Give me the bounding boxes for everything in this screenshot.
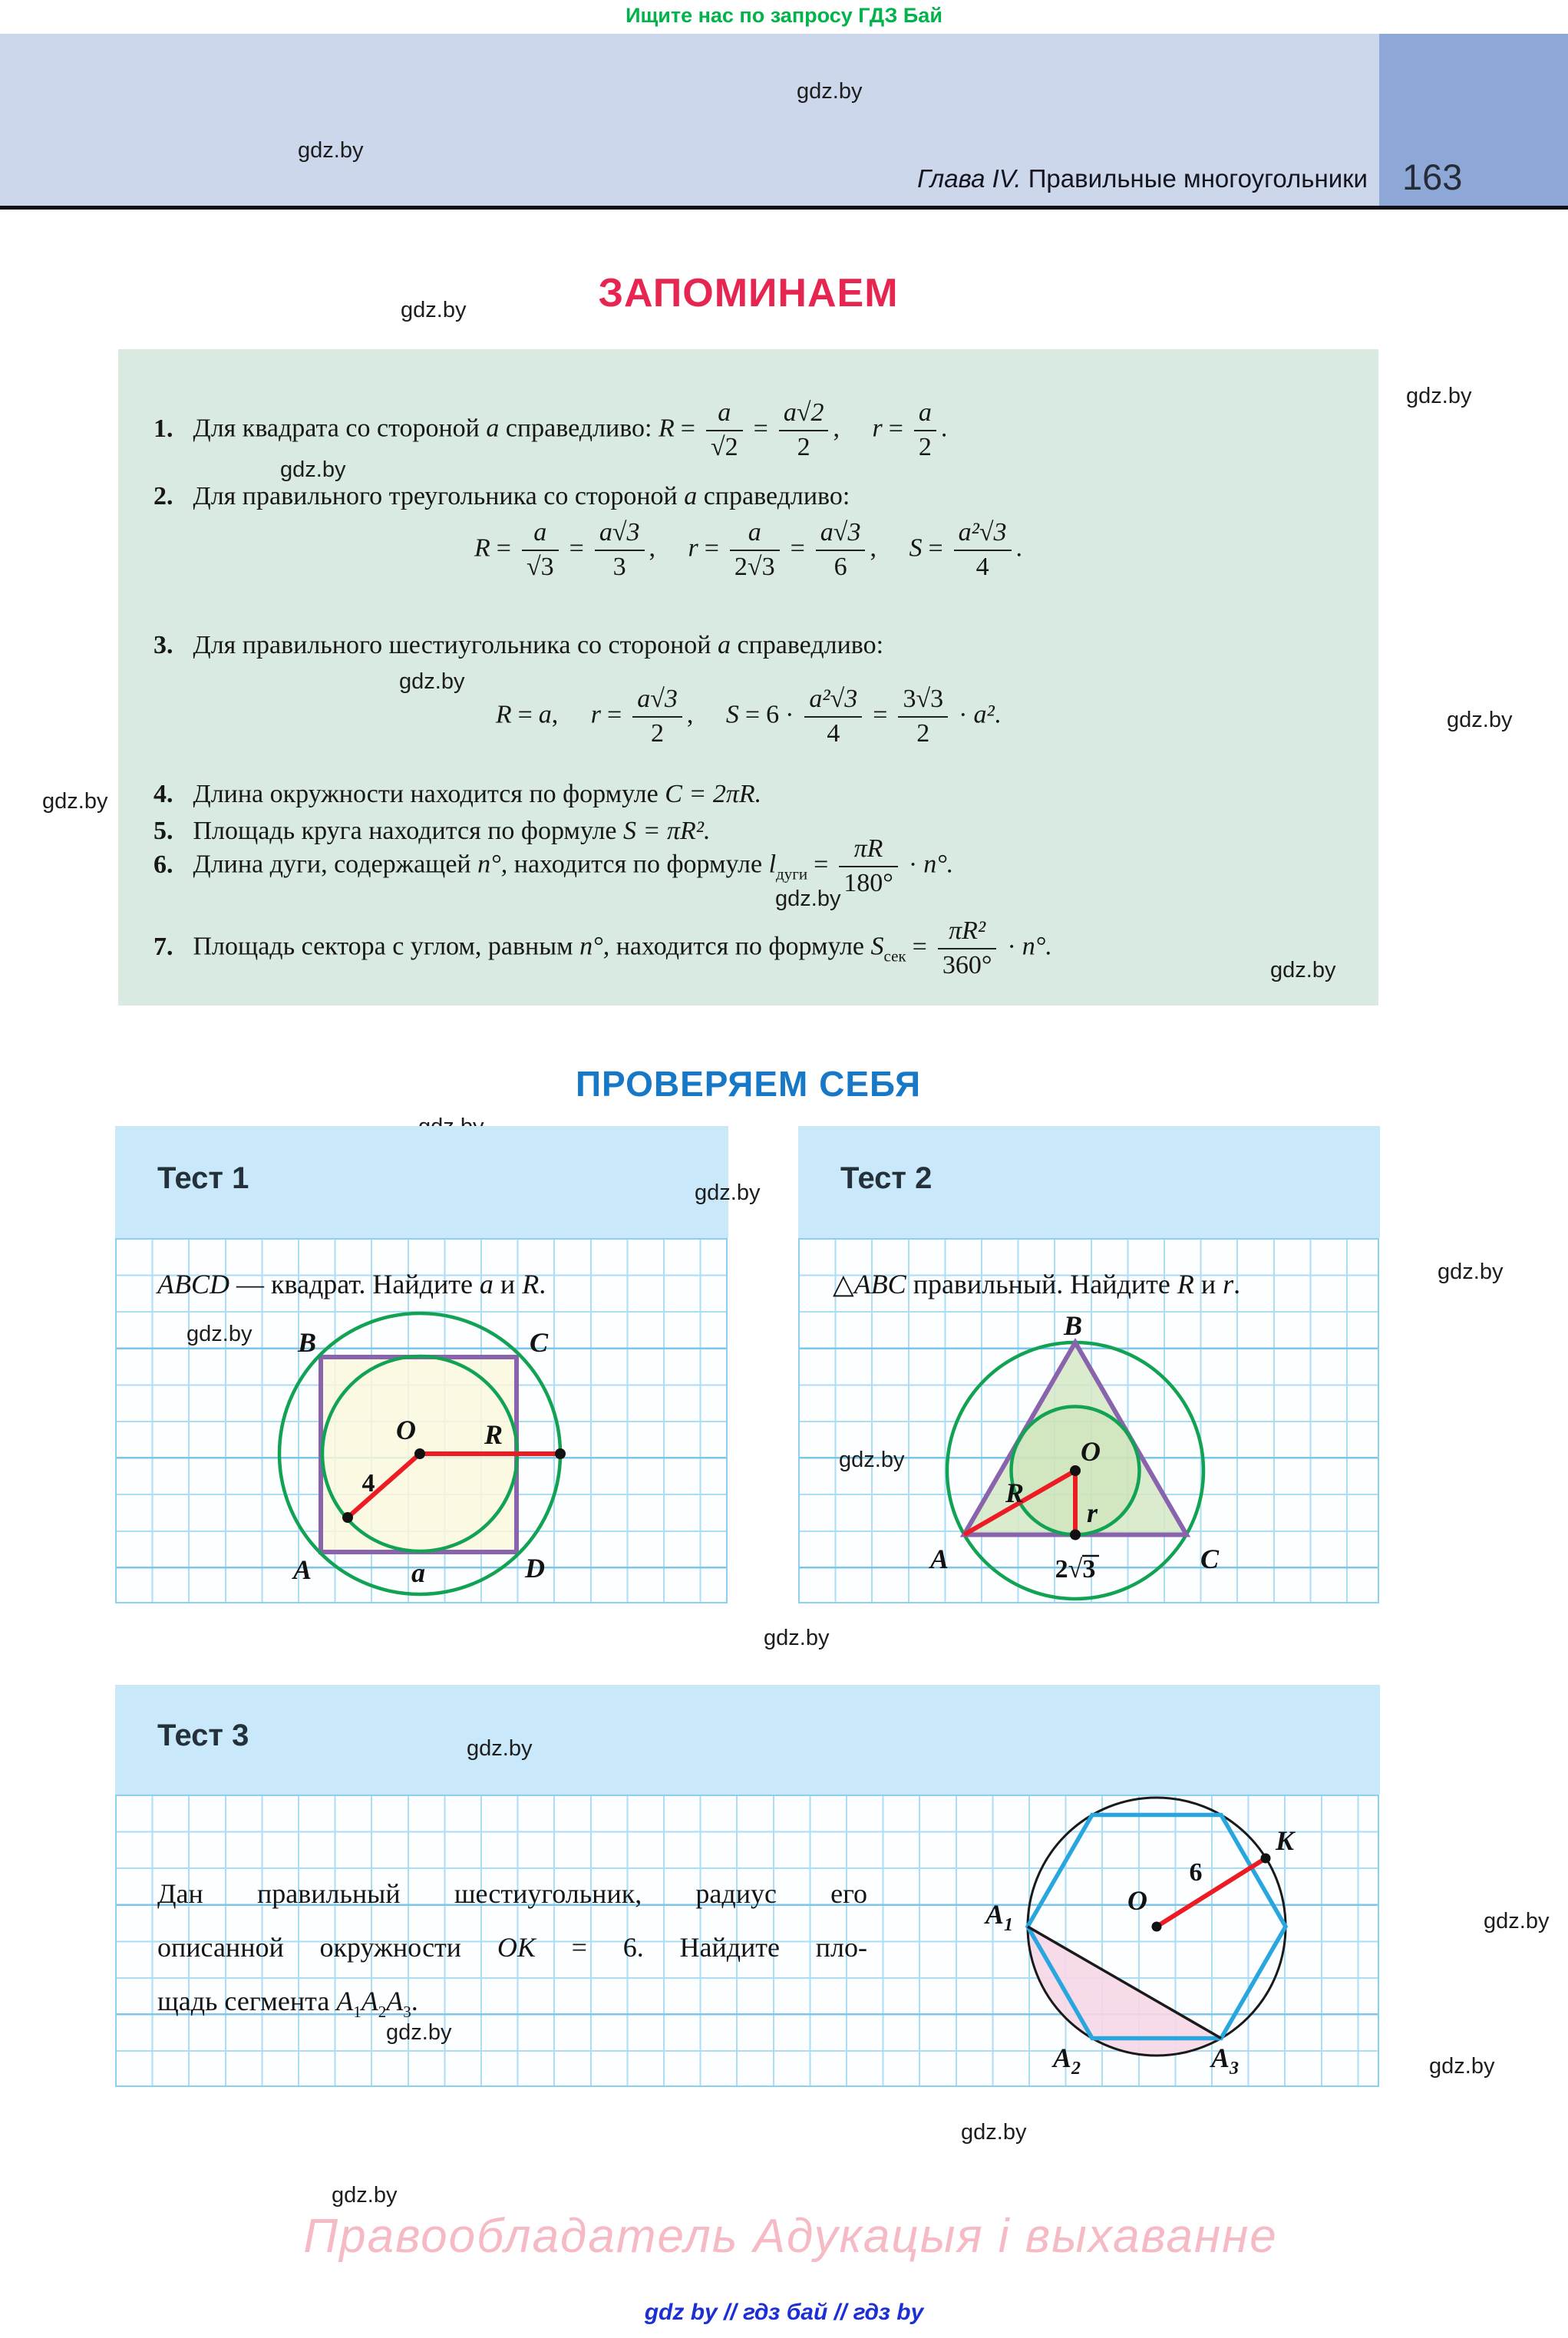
comma: ,	[551, 700, 559, 729]
label-O: O	[396, 1415, 416, 1445]
numerator: a²√3	[958, 518, 1007, 547]
item-text: Длина окружности находится по формуле	[193, 780, 665, 808]
var-R: R	[495, 700, 512, 729]
var-n: n°,	[579, 932, 610, 961]
equals: =	[496, 533, 511, 563]
fraction	[816, 519, 866, 581]
memo-item-1	[153, 399, 947, 461]
denominator: 2	[914, 430, 936, 462]
header-divider	[0, 206, 1568, 210]
point-dot	[555, 1448, 566, 1459]
watermark: gdz.by	[42, 789, 108, 814]
var-n: n°.	[1022, 932, 1052, 961]
item-text: справедливо:	[730, 631, 884, 659]
numerator: πR²	[949, 916, 986, 945]
item-number: 1.	[153, 414, 173, 443]
subscript-1: 1	[353, 2003, 361, 2021]
label-r: r	[1087, 1498, 1098, 1528]
period: .	[940, 414, 948, 443]
numerator: a	[718, 398, 731, 427]
var-R: R	[658, 414, 675, 443]
fraction	[914, 399, 936, 461]
label-R: R	[484, 1419, 503, 1450]
var-S: S	[909, 533, 923, 563]
var-n: n°.	[923, 850, 954, 879]
subscript: дуги	[776, 864, 808, 883]
numerator: a²√3	[809, 685, 858, 713]
var-a-squared: a²	[973, 700, 995, 729]
test1-header	[115, 1126, 728, 1238]
denominator: 2	[898, 716, 948, 748]
item-text: справедливо:	[697, 482, 850, 510]
coefficient: 6	[766, 700, 780, 729]
equals: =	[928, 533, 943, 563]
problem-text: щадь сегмента	[157, 1986, 337, 2016]
problem-text: .	[539, 1269, 546, 1299]
label-O: O	[1081, 1436, 1101, 1467]
test2-header	[798, 1126, 1380, 1238]
label-4: 4	[361, 1469, 375, 1498]
copyright-text: Правообладатель Адукацыя і выхаванне	[303, 2210, 1278, 2263]
watermark: gdz.by	[764, 1626, 830, 1650]
equals: =	[912, 932, 927, 961]
label-letter: A	[1052, 2042, 1072, 2073]
label-C: C	[1200, 1544, 1220, 1574]
watermark: gdz.by	[797, 79, 863, 104]
denominator: 2	[779, 430, 829, 462]
item-number: 5.	[153, 817, 173, 845]
problem-text: .	[1233, 1269, 1241, 1299]
var-r: r	[688, 533, 698, 563]
denominator: 2	[632, 716, 682, 748]
comma: ,	[649, 533, 655, 563]
item-text: Площадь круга находится по формуле	[193, 817, 624, 845]
label-A3	[1210, 2042, 1239, 2079]
memo-item-4	[153, 780, 761, 809]
var-a: a	[538, 700, 552, 729]
problem-text: и	[493, 1269, 523, 1299]
var-a: a	[717, 631, 731, 659]
subscript-3: 3	[403, 2003, 411, 2021]
fraction	[954, 519, 1012, 581]
label-A2	[1051, 2042, 1081, 2079]
center-O-dot	[1152, 1922, 1162, 1932]
label-2sqrt3: 2√3	[1055, 1555, 1096, 1583]
page-number: 163	[1402, 157, 1463, 197]
numerator: a√3	[599, 518, 640, 547]
var-R: R	[1177, 1269, 1194, 1299]
fraction	[706, 399, 743, 461]
var-a: a	[479, 1269, 494, 1299]
item-text: справедливо:	[499, 414, 659, 443]
fraction	[595, 519, 645, 581]
fraction	[938, 917, 997, 979]
numerator: πR	[853, 834, 883, 863]
equals: =	[607, 700, 622, 729]
label-A: A	[929, 1544, 949, 1574]
label-R: R	[1005, 1478, 1025, 1508]
center-O-dot	[414, 1448, 425, 1459]
multiply-dot: ·	[785, 700, 794, 729]
label-subscript: 2	[1071, 2059, 1081, 2079]
numerator: a	[748, 518, 761, 547]
watermark: gdz.by	[1270, 958, 1336, 982]
label-B: B	[297, 1327, 316, 1358]
watermark: gdz.by	[401, 298, 467, 322]
var-ABC: ABC	[853, 1269, 906, 1299]
problem-text: — квадрат. Найдите	[229, 1269, 480, 1299]
numerator: a√3	[637, 685, 678, 713]
fraction	[779, 399, 829, 461]
label-A1	[984, 1899, 1013, 1935]
equals: =	[744, 700, 761, 729]
test1-title: Тест 1	[157, 1161, 249, 1195]
problem-text: и	[1193, 1269, 1223, 1299]
watermark: gdz.by	[399, 669, 465, 694]
var-R: R	[474, 533, 490, 563]
denominator: 6	[816, 550, 866, 582]
watermark: gdz.by	[187, 1322, 253, 1346]
label-D: D	[525, 1553, 545, 1583]
equals: =	[753, 414, 768, 443]
label-letter: A	[985, 1899, 1004, 1930]
item-text: Длина дуги, содержащей	[193, 850, 478, 879]
watermark: gdz.by	[386, 2020, 452, 2045]
denominator: 180°	[839, 866, 898, 898]
fraction	[898, 685, 948, 748]
var-OK: OK	[497, 1932, 536, 1963]
equals: =	[814, 850, 829, 879]
memo-item-3	[153, 631, 883, 660]
equals: =	[569, 533, 584, 563]
watermark: gdz.by	[332, 2183, 398, 2208]
memo-item-7	[153, 917, 1052, 979]
equals: =	[680, 414, 695, 443]
numerator: a√3	[820, 518, 861, 547]
var-A: A	[386, 1986, 404, 2016]
point-K-dot	[1261, 1854, 1271, 1864]
var-a: a	[684, 482, 698, 510]
chapter-number: Глава IV.	[917, 164, 1022, 193]
memo-title: ЗАПОМИНАЕМ	[598, 271, 899, 315]
problem-text: = 6. Найдите пло-	[535, 1932, 867, 1963]
denominator: 4	[804, 716, 862, 748]
problem-text: .	[411, 1986, 418, 2016]
subscript: сек	[883, 946, 906, 966]
fraction	[730, 519, 780, 581]
item-text: Для правильного треугольника со стороной	[193, 482, 685, 510]
equals: =	[888, 414, 903, 443]
item-text: Для правильного шестиугольника со стороной	[193, 631, 718, 659]
point-dot	[342, 1512, 353, 1523]
denominator: 2√3	[730, 550, 780, 582]
subscript-2: 2	[378, 2003, 387, 2021]
label-a: a	[411, 1557, 425, 1588]
watermark: gdz.by	[280, 457, 346, 482]
problem-text: Дан правильный шестиугольник, радиус его	[157, 1878, 867, 1909]
denominator: 3	[595, 550, 645, 582]
denominator: √3	[522, 550, 559, 582]
item-number: 3.	[153, 631, 173, 659]
var-r: r	[1223, 1269, 1234, 1299]
var-a: a	[486, 414, 500, 443]
watermark: gdz.by	[1438, 1260, 1504, 1284]
chapter-name: Правильные многоугольники	[1021, 164, 1368, 193]
watermark: gdz.by	[839, 1448, 905, 1472]
label-C: C	[530, 1327, 549, 1358]
chapter-title	[917, 164, 1368, 193]
var-r: r	[872, 414, 883, 443]
check-title: ПРОВЕРЯЕМ СЕБЯ	[575, 1064, 922, 1104]
var-S: S	[870, 932, 884, 961]
label-A: A	[292, 1554, 312, 1585]
var-R: R	[522, 1269, 540, 1299]
fraction	[522, 519, 559, 581]
var-r: r	[590, 700, 602, 729]
numerator: a√2	[783, 398, 824, 427]
multiply-dot: ·	[959, 700, 968, 729]
item-number: 7.	[153, 932, 173, 961]
equals: =	[517, 700, 533, 729]
var-A: A	[336, 1986, 354, 2016]
var-n: n°,	[477, 850, 508, 879]
var-ABCD: ABCD	[157, 1269, 229, 1299]
denominator: 360°	[938, 948, 997, 980]
period: .	[1015, 533, 1022, 563]
fraction	[632, 685, 682, 748]
center-O-dot	[1070, 1465, 1081, 1476]
item-text: Площадь сектора с углом, равным	[193, 932, 580, 961]
equals: =	[704, 533, 719, 563]
triangle-symbol: △	[833, 1269, 854, 1299]
item-text: находится по формуле	[609, 932, 871, 961]
test3-title: Тест 3	[157, 1719, 249, 1752]
comma: ,	[686, 700, 694, 729]
watermark: gdz.by	[1429, 2054, 1495, 2079]
radius-OK-segment	[1157, 1858, 1266, 1927]
period: .	[994, 700, 1002, 729]
item-text: находится по формуле	[507, 850, 769, 879]
var-A: A	[361, 1986, 378, 2016]
touch-point-dot	[1070, 1530, 1081, 1541]
label-K: K	[1276, 1825, 1295, 1856]
watermark: gdz.by	[775, 887, 841, 911]
multiply-dot: ·	[908, 850, 918, 879]
label-subscript: 3	[1230, 2059, 1240, 2079]
formula-C: C = 2πR.	[665, 780, 762, 808]
watermark: gdz.by	[1447, 708, 1513, 732]
comma: ,	[833, 414, 840, 443]
item-number: 4.	[153, 780, 173, 808]
top-search-banner: Ищите нас по запросу ГДЗ Бай	[626, 4, 942, 27]
memo-formula-2	[118, 519, 1378, 581]
test3-figure	[115, 1795, 1380, 2088]
numerator: 3√3	[903, 685, 944, 713]
item-number: 2.	[153, 482, 173, 510]
watermark: gdz.by	[1406, 384, 1472, 408]
test2-title: Тест 2	[840, 1161, 933, 1195]
denominator: √2	[706, 430, 743, 462]
label-O: O	[1127, 1885, 1147, 1916]
comma: ,	[870, 533, 876, 563]
fraction	[804, 685, 862, 748]
var-S: S	[725, 700, 739, 729]
watermark: gdz.by	[298, 138, 364, 163]
numerator: a	[533, 518, 547, 547]
var-l: l	[768, 850, 777, 879]
equals: =	[790, 533, 805, 563]
formula-S: S = πR².	[623, 817, 711, 845]
item-text: Для квадрата со стороной	[193, 414, 487, 443]
memo-item-2	[153, 482, 850, 511]
watermark: gdz.by	[961, 2120, 1027, 2145]
equals: =	[873, 700, 888, 729]
test2-figure	[798, 1238, 1380, 1604]
watermark: gdz.by	[695, 1181, 761, 1205]
watermark: gdz.by	[467, 1736, 533, 1761]
label-6: 6	[1189, 1858, 1203, 1887]
watermark: gdz.by	[1484, 1909, 1550, 1933]
fraction	[839, 835, 898, 897]
problem-text: описанной окружности	[157, 1932, 497, 1963]
label-B: B	[1063, 1310, 1083, 1341]
test3-header	[115, 1685, 1380, 1795]
footer-links: gdz by // гдз бай // гдз by	[644, 2300, 924, 2325]
problem-text: правильный. Найдите	[906, 1269, 1177, 1299]
label-letter: A	[1210, 2042, 1230, 2073]
denominator: 4	[954, 550, 1012, 582]
item-number: 6.	[153, 850, 173, 879]
memo-formula-3	[118, 685, 1378, 748]
label-subscript: 1	[1004, 1915, 1013, 1935]
multiply-dot: ·	[1007, 932, 1016, 961]
numerator: a	[918, 398, 932, 427]
test1-figure	[115, 1238, 728, 1604]
